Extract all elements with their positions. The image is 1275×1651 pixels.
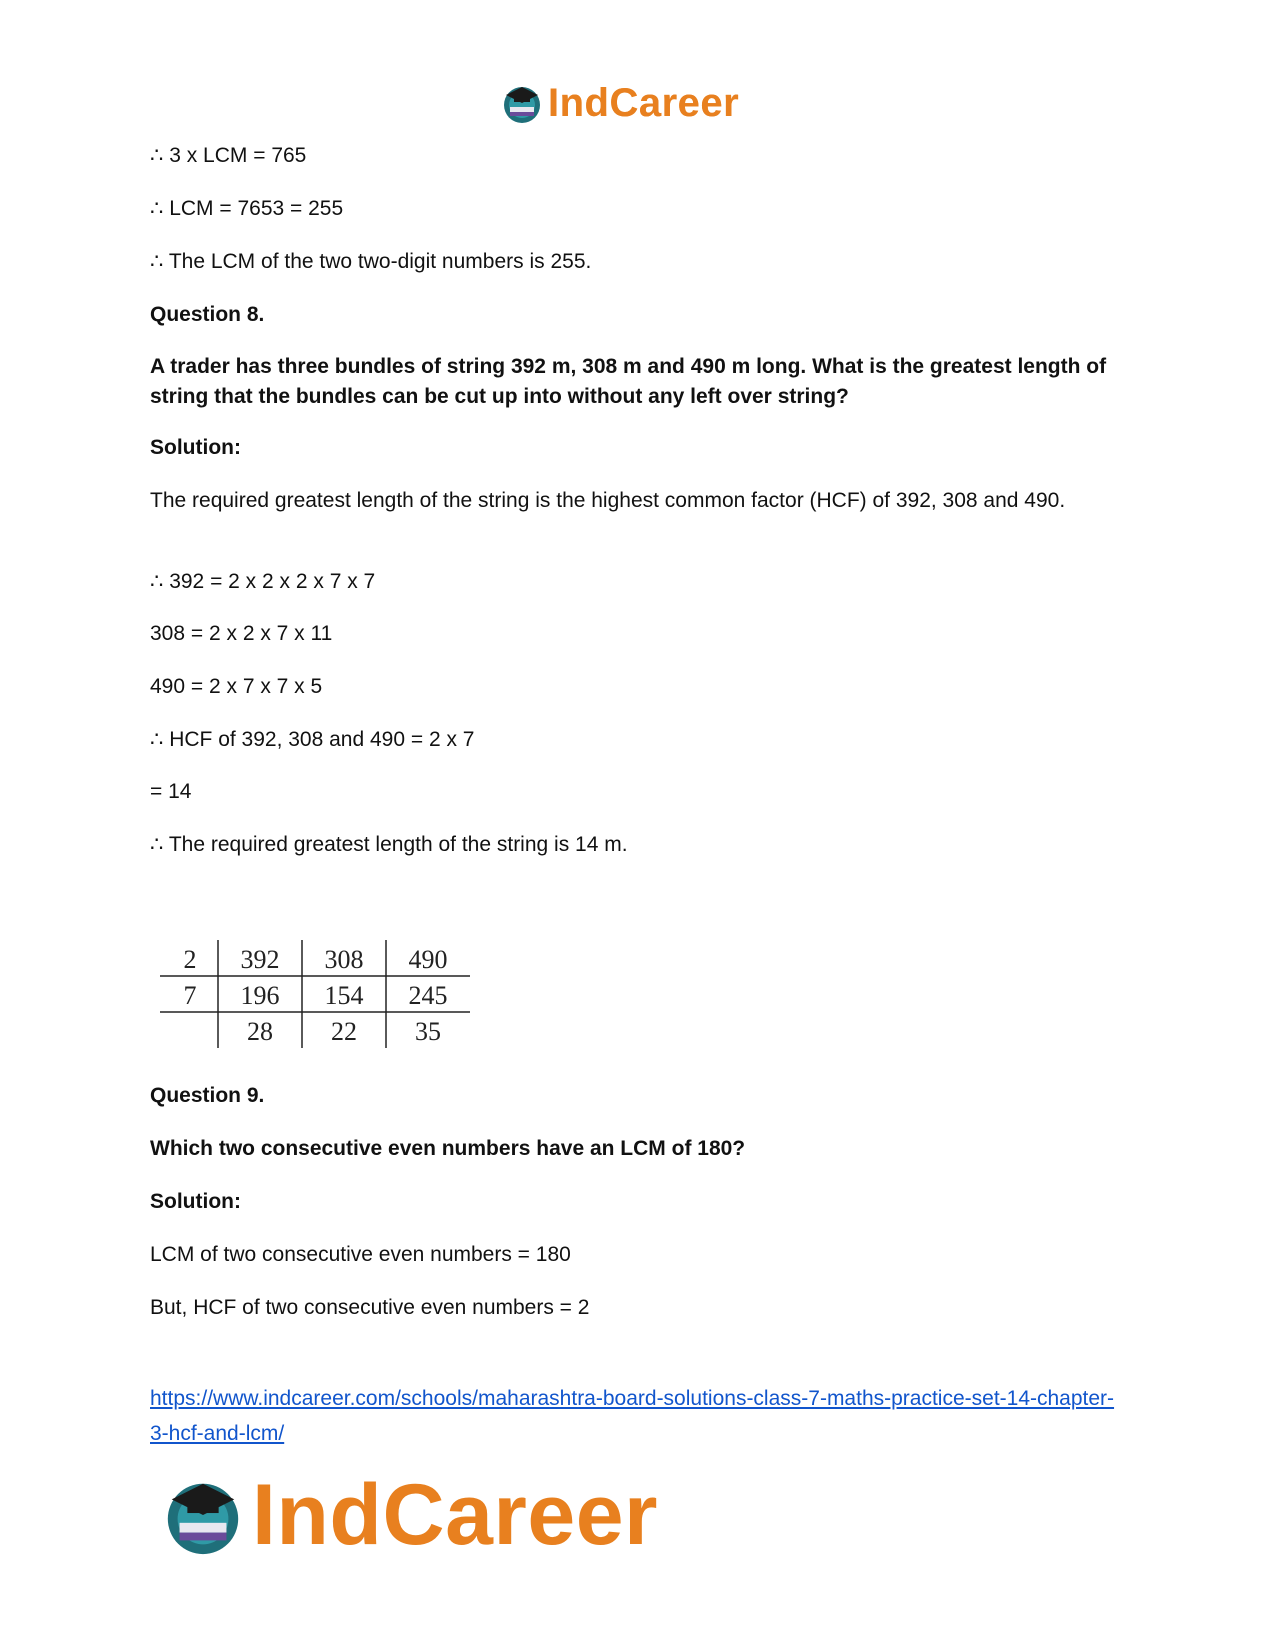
question-9-step-1: LCM of two consecutive even numbers = 180 <box>150 1243 571 1266</box>
question-9-solution-label: Solution: <box>150 1190 241 1213</box>
lcm-conclusion: ∴ The LCM of the two two-digit numbers is 255. <box>150 250 592 273</box>
question-8-text: A trader has three bundles of string 392 m, 308 m and 490 m long. What is the greatest length of string that the bundles can be cut up into without any left over string? <box>150 355 1107 408</box>
question-8-heading: Question 8. <box>150 303 265 326</box>
indcareer-logo-bottom <box>160 1466 658 1563</box>
brand-name: IndCareer <box>548 80 740 125</box>
table-cell: 196 <box>240 981 280 1010</box>
division-table <box>160 938 475 1050</box>
question-9-text: Which two consecutive even numbers have an LCM of 180? <box>150 1137 746 1160</box>
question-8-solution-label: Solution: <box>150 436 241 459</box>
divisor-1: 2 <box>183 945 197 974</box>
hcf-value: = 14 <box>150 780 192 803</box>
graduation-cap-globe-icon <box>160 1472 246 1558</box>
factorization-308: 308 = 2 x 2 x 7 x 11 <box>150 622 333 645</box>
table-cell: 35 <box>415 1017 441 1046</box>
factorization-490: 490 = 2 x 7 x 7 x 5 <box>150 675 323 698</box>
factorization-392: ∴ 392 = 2 x 2 x 2 x 7 x 7 <box>150 570 376 593</box>
lcm-step-1: ∴ 3 x LCM = 765 <box>150 144 307 167</box>
table-cell: 28 <box>247 1017 273 1046</box>
table-cell: 392 <box>240 945 280 974</box>
question-9-step-2: But, HCF of two consecutive even numbers = 2 <box>150 1296 590 1319</box>
graduation-cap-globe-icon <box>500 81 544 125</box>
source-link[interactable]: https://www.indcareer.com/schools/maharashtra-board-solutions-class-7-maths-practice-set-14-chapter-3-hcf-and-lcm/ <box>150 1387 1115 1445</box>
indcareer-logo-top <box>500 80 739 126</box>
question-8-explanation: The required greatest length of the string is the highest common factor (HCF) of 392, 308 and 490. <box>150 489 1066 512</box>
table-cell: 22 <box>331 1017 357 1046</box>
lcm-step-2: ∴ LCM = 7653 = 255 <box>150 197 344 220</box>
table-cell: 154 <box>324 981 364 1010</box>
table-cell: 490 <box>408 945 448 974</box>
hcf-step: ∴ HCF of 392, 308 and 490 = 2 x 7 <box>150 728 475 751</box>
divisor-2: 7 <box>183 981 197 1010</box>
brand-name: IndCareer <box>252 1466 658 1563</box>
table-cell: 308 <box>324 945 364 974</box>
question-9-heading: Question 9. <box>150 1084 265 1107</box>
question-8-answer: ∴ The required greatest length of the string is 14 m. <box>150 833 628 856</box>
table-cell: 245 <box>408 981 448 1010</box>
